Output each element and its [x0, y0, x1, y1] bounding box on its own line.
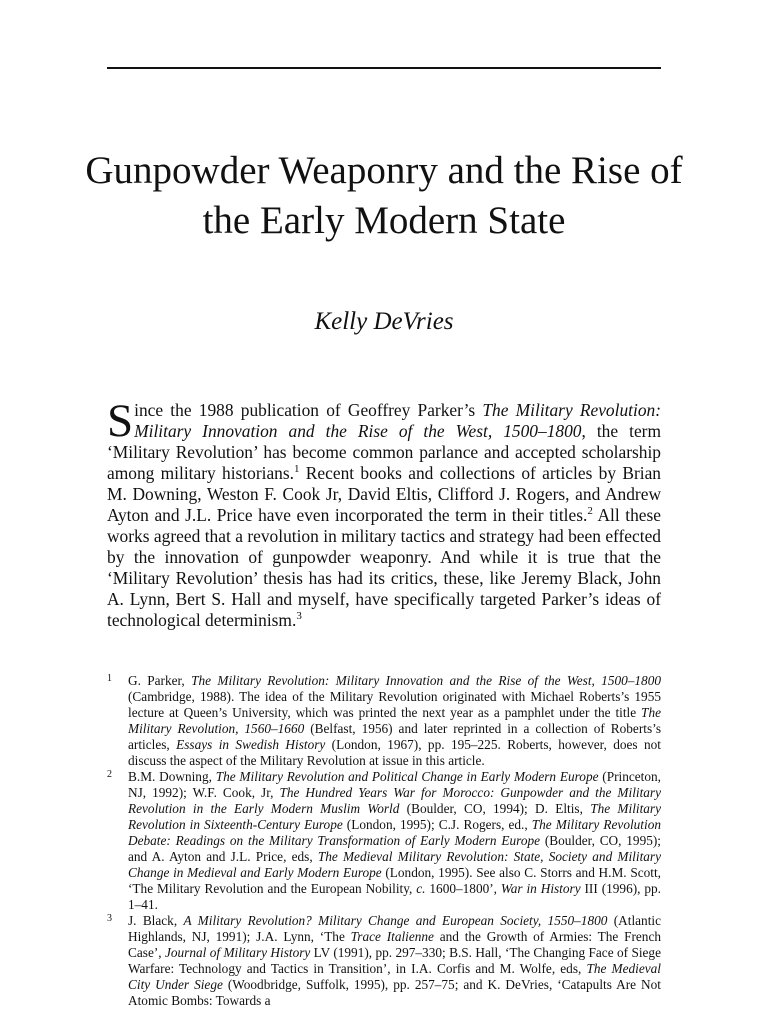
body-text-4: All these works agreed that a revolution in military tactics and strategy had been effected by the innovation of gunpowder weaponry. And while it is true that the ‘Military Revolution’ thesis has had its critics, these, like Jeremy Black, John A. Lynn, Bert S. Hall and myself, have specifically targeted Parker’s ideas of technological determinism.: [107, 505, 661, 630]
body-text-2: , the term ‘Military Revolution’ has become common parlance and accepted scholarship among military historians.: [107, 421, 661, 483]
footnote-title: The Medieval City Under Siege: [128, 961, 661, 992]
footnote-text: J. Black,: [128, 913, 184, 928]
footnote-number: 1: [107, 673, 112, 684]
footnote-text: (Princeton, NJ, 1992); W.F. Cook, Jr,: [128, 769, 661, 800]
footnote-ref-3[interactable]: 3: [296, 610, 302, 623]
article-author: Kelly DeVries: [314, 308, 454, 335]
footnote-title: The Military Revolution, 1560–1660: [128, 705, 661, 736]
footnote-text: (Belfast, 1956) and later reprinted in a collection of Roberts’s articles,: [128, 721, 661, 752]
footnote-text: (Cambridge, 1988). The idea of the Military Revolution originated with Michael Roberts’s 1955 lecture at Queen’s University, which was printed the next year as a pamphlet under the title: [128, 689, 661, 720]
footnotes: [107, 673, 661, 1009]
footnote-text: and the Growth of Armies: The French Case’,: [128, 929, 661, 960]
body-book-title: The Military Revolution: Military Innovation and the Rise of the West, 1500–1800: [134, 400, 661, 441]
footnote-2: [107, 769, 661, 913]
footnote-text: (London, 1995). See also C. Storrs and H.M. Scott, ‘The Military Revolution and the European Nobility,: [128, 865, 661, 896]
footnote-text: (London, 1995); C.J. Rogers, ed.,: [342, 817, 532, 832]
footnote-ref-2[interactable]: 2: [587, 505, 593, 518]
footnote-text: G. Parker,: [128, 673, 192, 688]
header-rule: [107, 67, 661, 69]
footnote-text: (Boulder, CO, 1995); and A. Ayton and J.L. Price, eds,: [128, 833, 661, 864]
body-paragraph: [107, 395, 661, 631]
footnote-text: LV (1991), pp. 297–330; B.S. Hall, ‘The Changing Face of Siege Warfare: Technology and Tactics in Transition’, in I.A. Corfis and M. Wolfe, eds,: [128, 945, 661, 976]
article-title: Gunpowder Weaponry and the Rise of the Early Modern State: [85, 149, 683, 242]
footnote-title: The Military Revolution: Military Innovation and the Rise of the West, 1500–1800: [191, 673, 662, 688]
body-text-1: ince the 1988 publication of Geoffrey Parker’s: [134, 400, 483, 420]
footnote-title: The Military Revolution Debate: Readings on the Military Transformation of Early Modern Europe: [128, 817, 661, 848]
footnote-title: c.: [416, 881, 426, 896]
footnote-title: A Military Revolution? Military Change and European Society, 1550–1800: [183, 913, 608, 928]
drop-cap: S: [107, 395, 134, 447]
footnote-title: Trace Italienne: [350, 929, 434, 944]
footnote-title: Essays in Swedish History: [176, 737, 326, 752]
footnote-text: 1600–1800’,: [425, 881, 501, 896]
footnote-title: The Military Revolution in Sixteenth-Century Europe: [128, 801, 661, 832]
footnote-title: War in History: [500, 881, 581, 896]
footnote-text: (London, 1967), pp. 195–225. Roberts, however, does not discuss the aspect of the Military Revolution at issue in this article.: [128, 737, 661, 768]
footnote-number: 3: [107, 913, 112, 924]
footnote-ref-1[interactable]: 1: [294, 463, 300, 476]
footnote-title: The Medieval Military Revolution: State, Society and Military Change in Medieval and Early Modern Europe: [128, 849, 661, 880]
footnote-text: (Boulder, CO, 1994); D. Eltis,: [399, 801, 591, 816]
footnote-3: [107, 913, 661, 1009]
footnote-title: The Military Revolution and Political Change in Early Modern Europe: [215, 769, 599, 784]
footnote-title: Journal of Military History: [164, 945, 311, 960]
footnote-text: (Woodbridge, Suffolk, 1995), pp. 257–75; and K. DeVries, ‘Catapults Are Not Atomic Bombs: Towards a: [128, 977, 661, 1008]
footnote-text: (Atlantic Highlands, NJ, 1991); J.A. Lynn, ‘The: [128, 913, 661, 944]
footnote-text: B.M. Downing,: [128, 769, 216, 784]
footnote-1: [107, 673, 661, 769]
footnote-text: III (1996), pp. 1–41.: [128, 881, 661, 912]
footnote-number: 2: [107, 769, 112, 780]
body-text-3: Recent books and collections of articles by Brian M. Downing, Weston F. Cook Jr, David Eltis, Clifford J. Rogers, and Andrew Ayton and J.L. Price have even incorporated the term in their titles.: [107, 463, 661, 525]
footnote-title: The Hundred Years War for Morocco: Gunpowder and the Military Revolution in the Early Modern Muslim World: [128, 785, 661, 816]
